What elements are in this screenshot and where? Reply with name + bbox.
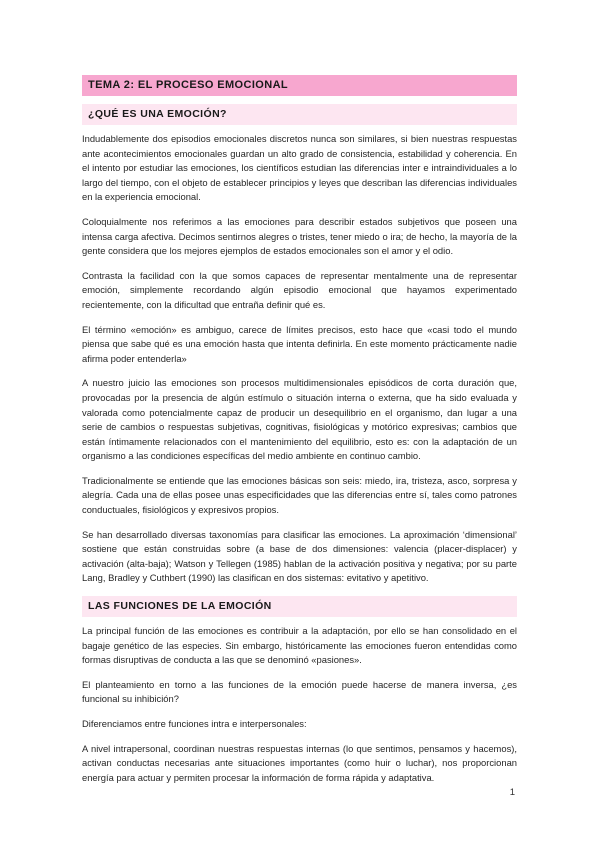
paragraph: Se han desarrollado diversas taxonomías para clasificar las emociones. La aproximación ‘dimensional’ sostiene que están construidas sobre (a base de dos dimensiones: valencia (placer-displacer) y activación (alta-baja); Watson y Tellegen (1985) hablan de la activación positiva y negativa; por su parte Lang, Bradley y Cuthbert (1990) las clasifican en dos sistemas: evitativo y apetitivo. (82, 528, 517, 584)
paragraph: Contrasta la facilidad con la que somos capaces de representar mentalmente una de representar emoción, simplemente recordando algún episodio emocional que hayamos experimentado recientemente, con la dificultad que entraña definir qué es. (82, 269, 517, 310)
paragraph: Tradicionalmente se entiende que las emociones básicas son seis: miedo, ira, tristeza, asco, sorpresa y alegría. Cada una de ellas posee unas especificidades que las diferencias entre sí, tales como patrones conductuales, fisiológicos y expresivos propios. (82, 474, 517, 516)
paragraph: Diferenciamos entre funciones intra e interpersonales: (82, 718, 307, 729)
section-heading-emotion-functions: LAS FUNCIONES DE LA EMOCIÓN (82, 596, 517, 617)
paragraph: A nivel intrapersonal, coordinan nuestras respuestas internas (lo que sentimos, pensamos y hacemos), activan conductas necesarias ante situaciones importantes (como huir o luchar), nos proporcionan energía para actuar y permiten procesar la información de forma rápida y adaptativa. (82, 742, 517, 783)
document-title: TEMA 2: EL PROCESO EMOCIONAL (82, 75, 517, 96)
paragraph: A nuestro juicio las emociones son procesos multidimensionales episódicos de corta duración que, provocadas por la presencia de algún estímulo o situación interna o externa, que ha sido evaluada y valorada como potencialmente capaz de producir un desequilibrio en el organismo, dan lugar a una serie de cambios o respuestas subjetivas, cognitivas, fisiológicas y motórico expresivas; cambios que están íntimamente relacionados con el mantenimiento del equilibrio, esto es: con la adaptación de un organismo a las condiciones específicas del medio ambiente en continuo cambio. (82, 377, 517, 462)
page-number: 1 (509, 787, 515, 798)
paragraph: El término «emoción» es ambiguo, carece de límites precisos, esto hace que «casi todo el mundo piensa que sabe qué es una emoción hasta que intenta definirla. En este momento prácticamente nadie afirma poder entenderla» (82, 323, 517, 364)
paragraph: El planteamiento en torno a las funciones de la emoción puede hacerse de manera inversa, ¿es funcional su inhibición? (82, 678, 517, 705)
section-heading-what-is-emotion: ¿QUÉ ES UNA EMOCIÓN? (82, 104, 517, 125)
paragraph: La principal función de las emociones es contribuir a la adaptación, por ello se han consolidado en el bagaje genético de las especies. Sin embargo, históricamente las emociones fueron entendidas como formas disruptivas de conducta a las que se denominó «pasiones». (82, 625, 517, 666)
paragraph: Indudablemente dos episodios emocionales discretos nunca son similares, si bien nuestras respuestas ante acontecimientos emocionales guardan un alto grado de consistencia, estabilidad y coherencia. En el intento por estudiar las emociones, los científicos estudian las diferencias inter e intraindividuales a lo largo del tiempo, con el objeto de establecer principios y leyes que describan las diferencias individuales en la experiencia emocional. (82, 133, 517, 203)
paragraph: Coloquialmente nos referimos a las emociones para describir estados subjetivos que poseen una intensa carga afectiva. Decimos sentirnos alegres o tristes, tener miedo o ira; de hecho, la mayoría de la gente considera que los mejores ejemplos de estados emocionales son el amor y el odio. (82, 215, 517, 257)
